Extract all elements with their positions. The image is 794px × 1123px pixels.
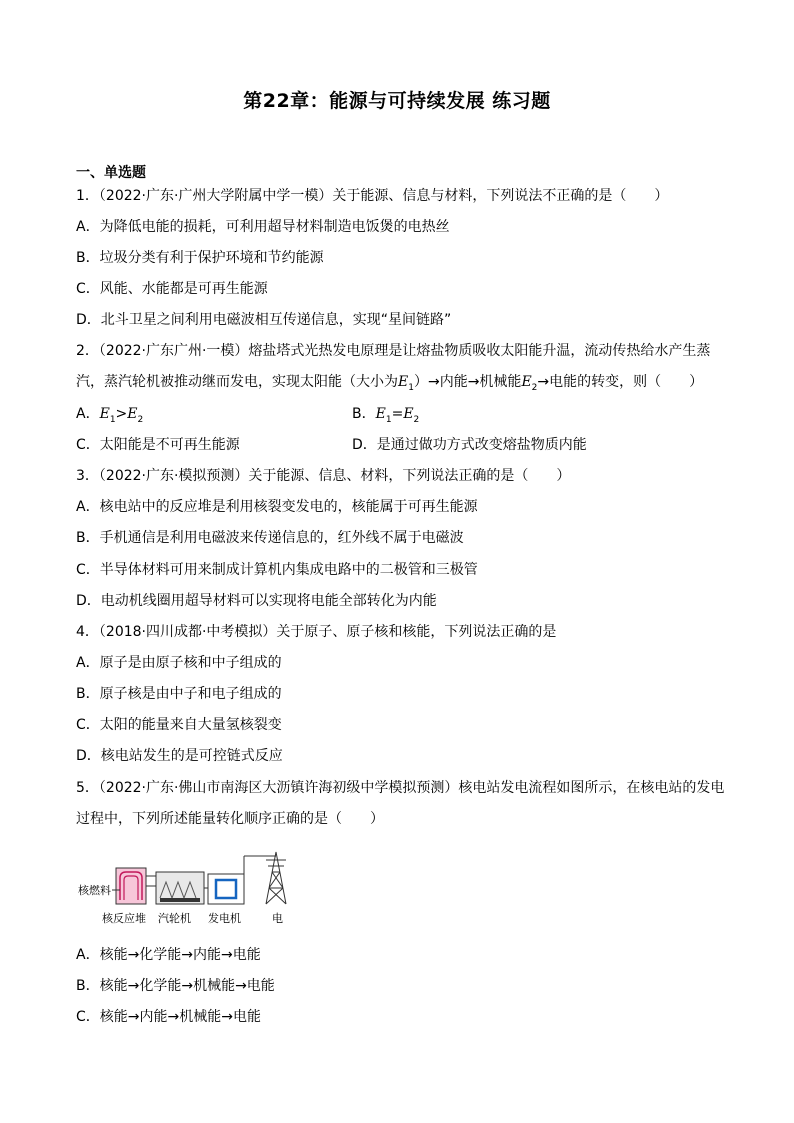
generator-label: 发电机 — [208, 912, 241, 925]
q5-option-c: C．核能→内能→机械能→电能 — [76, 1009, 261, 1025]
e2-symbol: E — [521, 374, 532, 390]
q2-a-sub2: 2 — [137, 414, 144, 425]
generator-figure — [204, 874, 244, 904]
turbine-label: 汽轮机 — [158, 912, 191, 925]
reactor-label: 核反应堆 — [102, 912, 146, 925]
fuel-label: 核燃料 — [78, 884, 111, 897]
q2-a-sub1: 1 — [109, 414, 116, 425]
q2-a-e2: E — [127, 406, 138, 422]
q4-option-b: B．原子核是由中子和电子组成的 — [76, 686, 282, 702]
section-heading: 一、单选题 — [76, 165, 146, 181]
q2-b-e1: E — [375, 406, 386, 422]
q2-option-a — [76, 405, 143, 429]
q1-option-a: A．为降低电能的损耗，可利用超导材料制造电饭煲的电热丝 — [76, 219, 450, 235]
q4-stem: 4．（2018·四川成都·中考模拟）关于原子、原子核和核能，下列说法正确的是 — [76, 624, 557, 640]
q2-stem-line2 — [76, 373, 703, 397]
q2-a-e1: E — [99, 406, 110, 422]
q1-option-c: C．风能、水能都是可再生能源 — [76, 281, 268, 297]
q5-stem-line2: 过程中，下列所述能量转化顺序正确的是（ ） — [76, 811, 384, 827]
turbine-figure — [156, 872, 204, 904]
q2-b-sub1: 1 — [385, 414, 392, 425]
e1-subscript: 1 — [408, 382, 414, 393]
q5-stem-line1: 5．（2022·广东·佛山市南海区大沥镇许海初级中学模拟预测）核电站发电流程如图所示，在核电站的发电 — [76, 780, 725, 796]
q4-option-c: C．太阳的能量来自大量氢核裂变 — [76, 717, 282, 733]
q3-option-c: C．半导体材料可用来制成计算机内集成电路中的二极管和三极管 — [76, 562, 478, 578]
q3-stem: 3．（2022·广东·模拟预测）关于能源、信息、材料，下列说法正确的是（ ） — [76, 468, 571, 484]
q2-b-sub2: 2 — [413, 414, 420, 425]
q1-stem: 1．（2022·广东·广州大学附属中学一模）关于能源、信息与材料，下列说法不正确的是（ ） — [76, 188, 669, 204]
e1-symbol: E — [398, 374, 409, 390]
q2-option-a-prefix: A． — [76, 406, 100, 422]
q1-option-d: D．北斗卫星之间利用电磁波相互传递信息，实现“星间链路” — [76, 312, 452, 328]
q4-option-a: A．原子是由原子核和中子组成的 — [76, 655, 282, 671]
q5-option-b: B．核能→化学能→机械能→电能 — [76, 978, 275, 994]
e2-subscript: 2 — [531, 382, 538, 393]
q2-a-operator: > — [115, 406, 128, 422]
q3-option-a: A．核电站中的反应堆是利用核裂变发电的，核能属于可再生能源 — [76, 499, 478, 515]
q2-stem-text-b: ）→内能→机械能 — [413, 374, 522, 390]
q2-stem-text-a: 汽，蒸汽轮机被推动继而发电，实现太阳能（大小为 — [76, 374, 398, 390]
q2-option-c: C．太阳能是不可再生能源 — [76, 437, 240, 453]
q2-stem-line1: 2．（2022·广东广州·一模）熔盐塔式光热发电原理是让熔盐物质吸收太阳能升温，流动传热给水产生蒸 — [76, 343, 711, 359]
q3-option-b: B．手机通信是利用电磁波来传递信息的，红外线不属于电磁波 — [76, 530, 464, 546]
q3-option-d: D．电动机线圈用超导材料可以实现将电能全部转化为内能 — [76, 593, 437, 609]
electricity-label: 电 — [272, 912, 283, 925]
nuclear-plant-diagram — [76, 848, 316, 928]
q5-option-a: A．核能→化学能→内能→电能 — [76, 947, 261, 963]
q2-stem-text-c: →电能的转变，则（ ） — [537, 374, 704, 390]
page-title: 第22章：能源与可持续发展 练习题 — [243, 90, 551, 112]
q2-option-b-prefix: B． — [352, 406, 376, 422]
q1-option-b: B．垃圾分类有利于保护环境和节约能源 — [76, 250, 324, 266]
q2-option-b — [352, 405, 419, 429]
q2-option-d: D．是通过做功方式改变熔盐物质内能 — [352, 437, 587, 453]
reactor-figure — [116, 868, 156, 904]
q4-option-d: D．核电站发生的是可控链式反应 — [76, 748, 283, 764]
power-tower-figure — [244, 852, 286, 904]
q2-b-operator: = — [391, 406, 404, 422]
q2-b-e2: E — [403, 406, 414, 422]
